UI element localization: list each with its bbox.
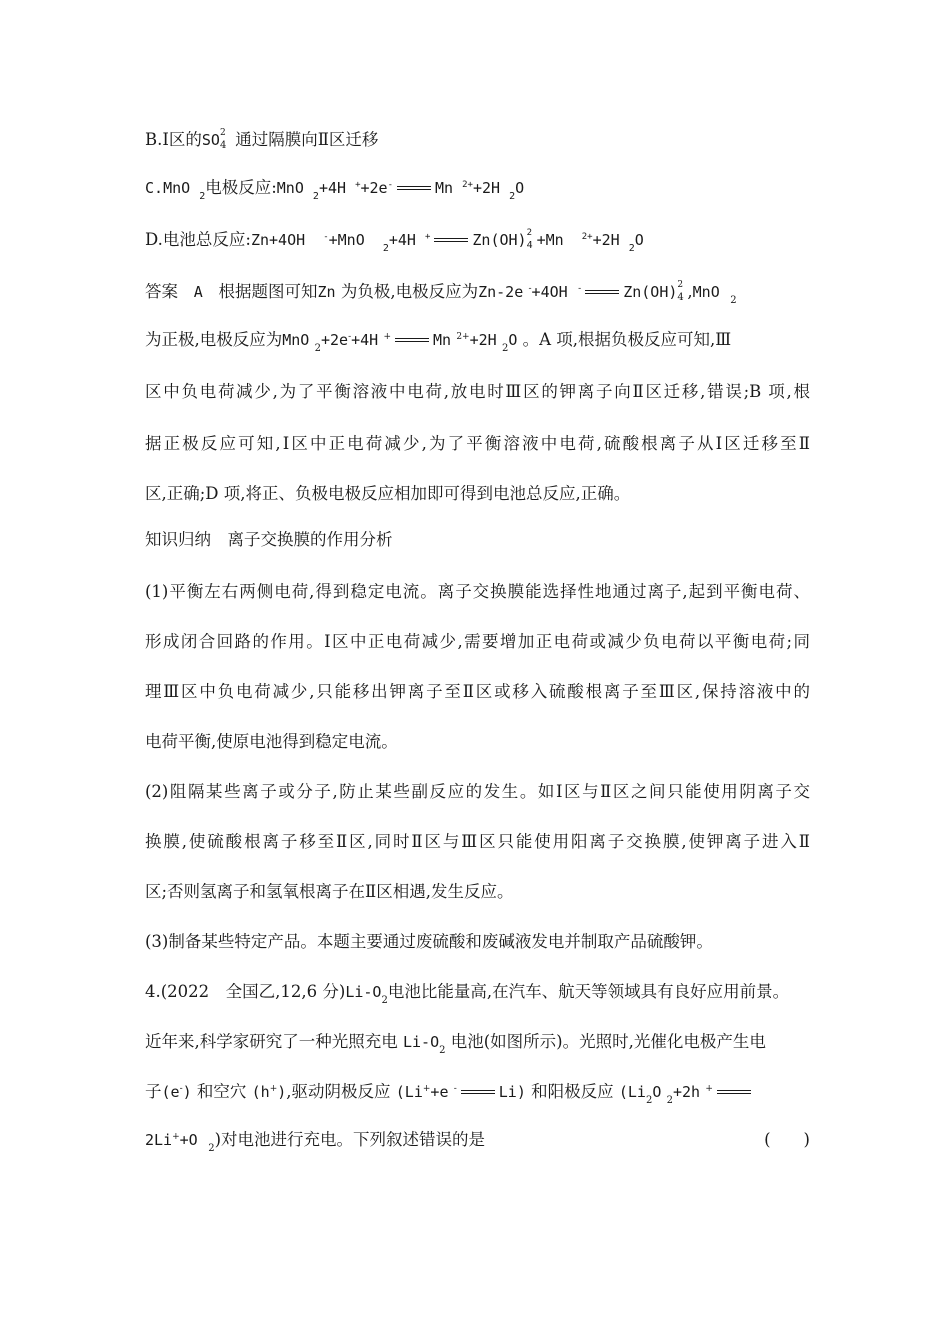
reaction-equals-sign — [397, 184, 431, 194]
answer-line-4: 据正极反应可知,Ⅰ区中正电荷减少,为了平衡溶液中电荷,硫酸根离子从Ⅰ区迁移至Ⅱ — [145, 434, 810, 453]
summary-p2-line: 换膜,使硫酸根离子移至Ⅱ区,同时Ⅱ区与Ⅲ区只能使用阳离子交换膜,使钾离子进入Ⅱ — [145, 832, 810, 851]
answer-label: 答案 — [145, 282, 178, 301]
summary-p1-line: (1)平衡左右两侧电荷,得到稳定电流。离子交换膜能选择性地通过离子,起到平衡电荷、 — [145, 582, 810, 601]
question-4-line-4: 2Li++O $_2$)对电池进行充电。下列叙述错误的是 ( ) — [145, 1130, 810, 1154]
answer-line-1: 答案 A 根据题图可知Zn 为负极,电极反应为Zn-2e -+4OH - Zn(OH) 2 4 ,MnO $_2$ — [145, 279, 737, 306]
summary-p1-line: 电荷平衡,使原电池得到稳定电流。 — [145, 732, 398, 751]
summary-p3: (3)制备某些特定产品。本题主要通过废硫酸和废碱液发电并制取产品硫酸钾。 — [145, 932, 713, 951]
option-b: B.Ⅰ区的SO 2 4 通过隔膜向Ⅱ区迁移 — [145, 127, 379, 151]
answer-blank: ( ) — [764, 1130, 810, 1149]
question-4-line-1: 4.(2022 全国乙,12,6 分)$Li-O_2$电池比能量高,在汽车、航天等领域具有良好应用前景。 — [145, 982, 790, 1006]
option-c: C.MnO $_2$电极反应:MnO $_2$+4H ++2e- Mn $^{2+}$+2H $_2$O — [145, 178, 525, 202]
summary-p1-line: 形成闭合回路的作用。Ⅰ区中正电荷减少,需要增加正电荷或减少负电荷以平衡电荷;同 — [145, 632, 810, 651]
summary-p2-line: 区;否则氢离子和氢氧根离子在Ⅱ区相遇,发生反应。 — [145, 882, 514, 901]
summary-p2-line: (2)阻隔某些离子或分子,防止某些副反应的发生。如Ⅰ区与Ⅱ区之间只能使用阴离子交 — [145, 782, 810, 801]
answer-line-3: 区中负电荷减少,为了平衡溶液中电荷,放电时Ⅲ区的钾离子向Ⅱ区迁移,错误;B 项,根 — [145, 382, 810, 401]
answer-line-2: 为正极,电极反应为MnO $_2$+2e-+4H + Mn $^{2+}$+2H $_2$O 。A 项,根据负极反应可知,Ⅲ — [145, 330, 732, 354]
summary-p1-line: 理Ⅲ区中负电荷减少,只能移出钾离子至Ⅱ区或移入硫酸根离子至Ⅲ区,保持溶液中的 — [145, 682, 810, 701]
answer-line-5: 区,正确;D 项,将正、负极电极反应相加即可得到电池总反应,正确。 — [145, 484, 631, 503]
reaction-equals-sign — [434, 236, 468, 246]
option-d: D.电池总反应:Zn+4OH -+MnO $_2$+4H + Zn(OH) 2 4 +Mn $^{2+}$+2H $_2$O — [145, 227, 644, 254]
question-4-line-3: 子(e-) 和空穴 (h+),驱动阴极反应 (Li++e - Li) 和阳极反应 ($Li_2O$ $_2$+2h + — [145, 1080, 810, 1107]
question-4-line-2: 近年来,科学家研究了一种光照充电 $Li-O_2$ 电池(如图所示)。光照时,光催化电极产生电 — [145, 1032, 766, 1056]
summary-title: 知识归纳 离子交换膜的作用分析 — [145, 530, 393, 549]
